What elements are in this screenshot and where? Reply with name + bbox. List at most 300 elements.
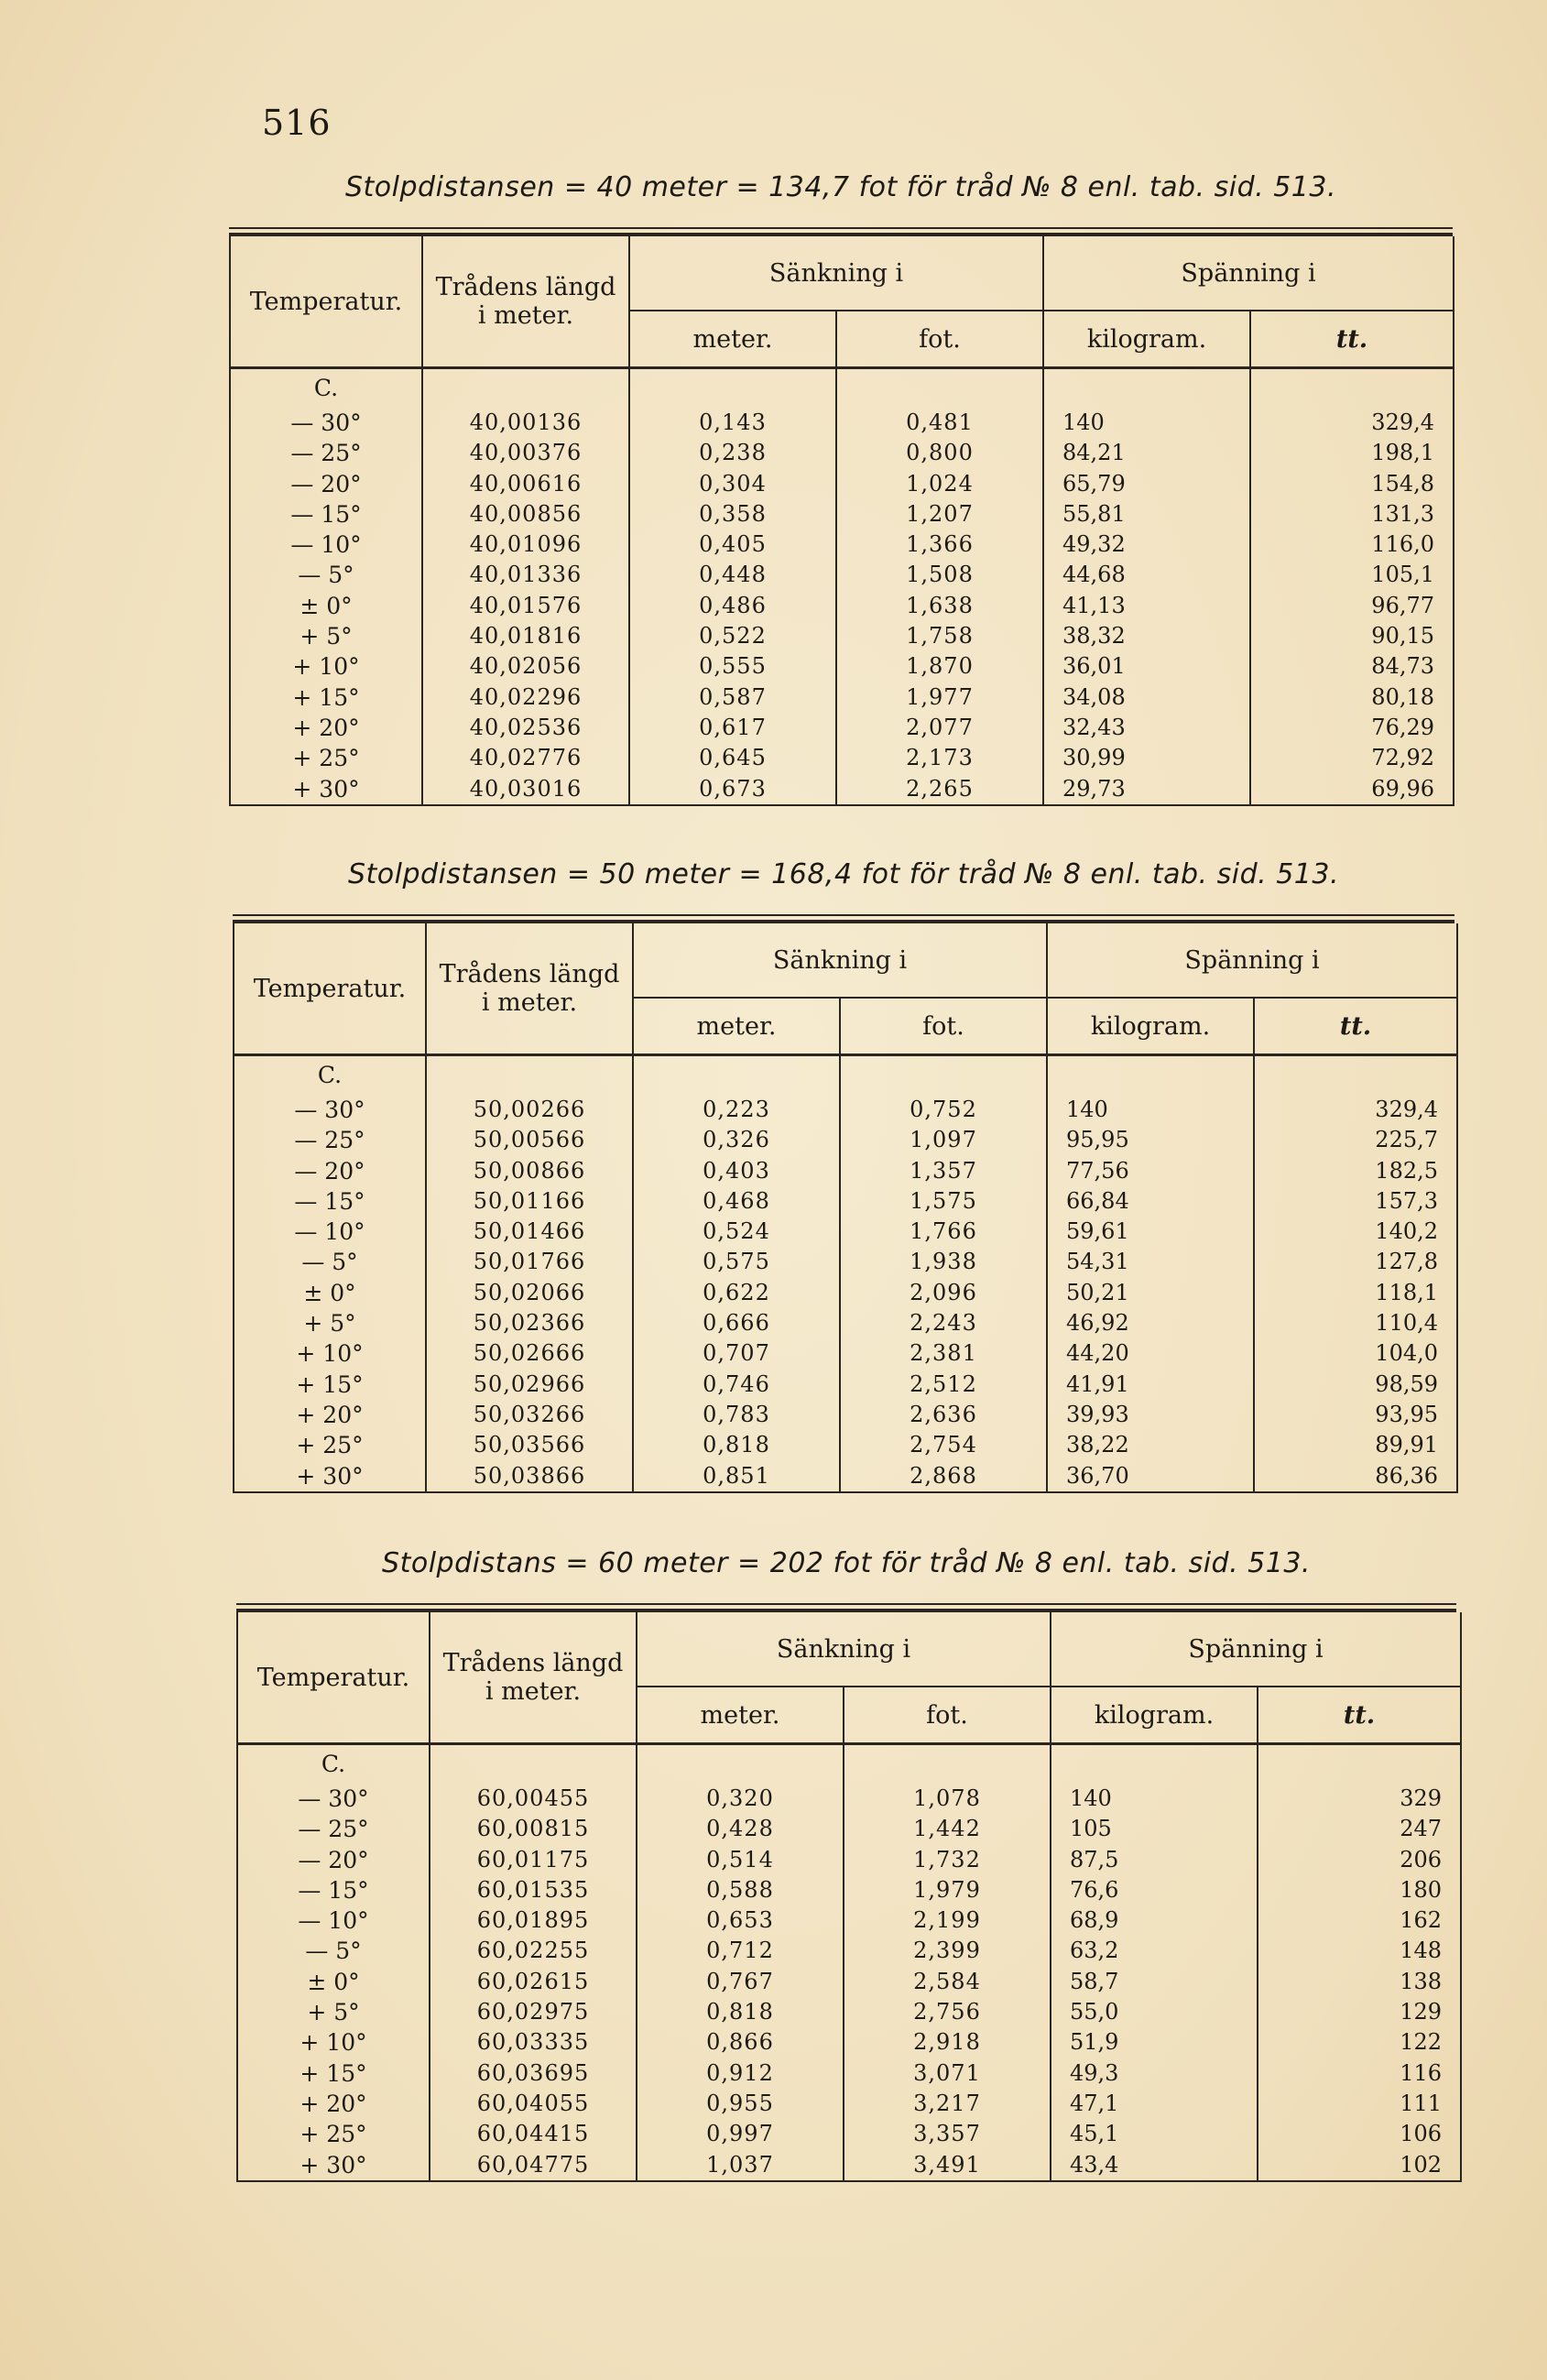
table-section-40m <box>229 165 1453 806</box>
rule-thin <box>236 1603 1456 1605</box>
cell-temperature: — 10° <box>237 1905 430 1936</box>
cell-wire-length: 40,00616 <box>422 469 629 499</box>
rule-thin <box>229 227 1453 229</box>
cell-temperature: — 10° <box>230 529 422 560</box>
cell-wire-length: 60,03335 <box>430 2027 637 2058</box>
empty-cell <box>840 1055 1047 1096</box>
tension-table <box>233 923 1458 1493</box>
unit-celsius: C. <box>230 368 422 409</box>
cell-temperature: + 30° <box>237 2150 430 2181</box>
cell-tension-lb: 111 <box>1258 2089 1461 2119</box>
cell-temperature: — 20° <box>234 1156 426 1186</box>
header-sag: Sänkning i <box>637 1612 1051 1687</box>
cell-sag-meter: 0,405 <box>629 529 836 560</box>
cell-tension-lb: 104,0 <box>1254 1338 1457 1369</box>
cell-temperature: + 25° <box>234 1430 426 1460</box>
table-row <box>234 1186 1457 1217</box>
empty-cell <box>1051 1744 1258 1785</box>
table-row <box>230 529 1454 560</box>
cell-tension-kg: 84,21 <box>1043 438 1250 468</box>
unit-row <box>234 1055 1457 1096</box>
header-wire-length-line2: i meter. <box>481 988 578 1017</box>
table-row <box>237 1967 1461 1997</box>
empty-cell <box>629 368 836 409</box>
cell-tension-lb: 116 <box>1258 2058 1461 2089</box>
cell-temperature: ± 0° <box>237 1967 430 1997</box>
cell-wire-length: 60,01535 <box>430 1875 637 1905</box>
cell-sag-meter: 0,997 <box>637 2119 844 2149</box>
cell-temperature: + 10° <box>237 2027 430 2058</box>
cell-wire-length: 60,02975 <box>430 1997 637 2027</box>
cell-sag-fot: 2,381 <box>840 1338 1047 1369</box>
empty-cell <box>637 1744 844 1785</box>
header-tension: Spänning i <box>1047 923 1457 998</box>
cell-sag-meter: 0,524 <box>633 1217 840 1247</box>
cell-sag-fot: 3,357 <box>844 2119 1051 2149</box>
cell-temperature: — 20° <box>230 469 422 499</box>
table-section-50m <box>233 852 1454 1493</box>
table-row <box>230 499 1454 529</box>
cell-tension-lb: 72,92 <box>1250 743 1454 773</box>
table-row <box>230 651 1454 682</box>
cell-tension-lb: 84,73 <box>1250 651 1454 682</box>
cell-sag-meter: 0,428 <box>637 1814 844 1844</box>
cell-wire-length: 60,00455 <box>430 1784 637 1814</box>
header-wire-length-line2: i meter. <box>485 1677 582 1706</box>
cell-wire-length: 60,02615 <box>430 1967 637 1997</box>
cell-temperature: — 5° <box>237 1936 430 1966</box>
cell-tension-kg: 49,3 <box>1051 2058 1258 2089</box>
cell-temperature: — 25° <box>237 1814 430 1844</box>
cell-sag-fot: 1,758 <box>836 621 1043 651</box>
cell-sag-fot: 1,366 <box>836 529 1043 560</box>
cell-sag-meter: 1,037 <box>637 2150 844 2181</box>
cell-sag-fot: 1,638 <box>836 591 1043 621</box>
cell-sag-fot: 1,870 <box>836 651 1043 682</box>
cell-tension-lb: 148 <box>1258 1936 1461 1966</box>
cell-wire-length: 50,00566 <box>426 1125 633 1155</box>
cell-temperature: — 30° <box>234 1095 426 1125</box>
cell-wire-length: 50,01166 <box>426 1186 633 1217</box>
cell-tension-lb: 180 <box>1258 1875 1461 1905</box>
cell-tension-kg: 38,32 <box>1043 621 1250 651</box>
cell-tension-kg: 44,20 <box>1047 1338 1254 1369</box>
cell-wire-length: 40,01816 <box>422 621 629 651</box>
table-row <box>234 1370 1457 1400</box>
cell-temperature: + 20° <box>230 713 422 743</box>
tension-table <box>236 1612 1462 2182</box>
table-caption: Stolpdistansen = 40 meter = 134,7 fot för tråd № 8 enl. tab. sid. 513. <box>344 171 1337 203</box>
cell-tension-kg: 140 <box>1043 408 1250 438</box>
cell-wire-length: 50,02966 <box>426 1370 633 1400</box>
empty-cell <box>1258 1744 1461 1785</box>
cell-sag-meter: 0,358 <box>629 499 836 529</box>
header-tension-kg: kilogram. <box>1051 1687 1258 1744</box>
cell-sag-fot: 3,491 <box>844 2150 1051 2181</box>
tension-table <box>229 236 1454 806</box>
table-row <box>234 1247 1457 1277</box>
header-wire-length <box>426 923 633 1055</box>
cell-tension-kg: 54,31 <box>1047 1247 1254 1277</box>
header-sag: Sänkning i <box>633 923 1047 998</box>
header-tension-lb: tt. <box>1250 311 1454 368</box>
cell-wire-length: 50,00266 <box>426 1095 633 1125</box>
cell-wire-length: 60,04775 <box>430 2150 637 2181</box>
cell-sag-fot: 1,979 <box>844 1875 1051 1905</box>
cell-tension-kg: 45,1 <box>1051 2119 1258 2149</box>
cell-sag-fot: 1,078 <box>844 1784 1051 1814</box>
empty-cell <box>844 1744 1051 1785</box>
cell-sag-fot: 0,752 <box>840 1095 1047 1125</box>
cell-temperature: + 25° <box>230 743 422 773</box>
cell-sag-fot: 1,097 <box>840 1125 1047 1155</box>
cell-tension-kg: 41,13 <box>1043 591 1250 621</box>
cell-tension-kg: 36,01 <box>1043 651 1250 682</box>
cell-sag-fot: 2,918 <box>844 2027 1051 2058</box>
cell-sag-meter: 0,514 <box>637 1845 844 1875</box>
header-sag-meter: meter. <box>637 1687 844 1744</box>
cell-temperature: — 15° <box>237 1875 430 1905</box>
table-row <box>237 1875 1461 1905</box>
cell-sag-meter: 0,555 <box>629 651 836 682</box>
cell-tension-kg: 55,0 <box>1051 1997 1258 2027</box>
cell-sag-fot: 2,512 <box>840 1370 1047 1400</box>
table-row <box>230 774 1454 805</box>
cell-tension-kg: 87,5 <box>1051 1845 1258 1875</box>
cell-sag-fot: 3,071 <box>844 2058 1051 2089</box>
header-wire-length-line2: i meter. <box>477 301 574 330</box>
cell-tension-lb: 105,1 <box>1250 560 1454 590</box>
cell-tension-lb: 247 <box>1258 1814 1461 1844</box>
cell-temperature: + 5° <box>230 621 422 651</box>
header-sag: Sänkning i <box>629 236 1043 311</box>
cell-sag-fot: 1,766 <box>840 1217 1047 1247</box>
cell-temperature: — 25° <box>234 1125 426 1155</box>
cell-tension-kg: 38,22 <box>1047 1430 1254 1460</box>
cell-wire-length: 40,01096 <box>422 529 629 560</box>
empty-cell <box>426 1055 633 1096</box>
cell-temperature: + 25° <box>237 2119 430 2149</box>
table-caption: Stolpdistans = 60 meter = 202 fot för tråd № 8 enl. tab. sid. 513. <box>382 1547 1311 1579</box>
cell-tension-kg: 77,56 <box>1047 1156 1254 1186</box>
cell-tension-kg: 51,9 <box>1051 2027 1258 2058</box>
cell-tension-kg: 65,79 <box>1043 469 1250 499</box>
table-row <box>237 1936 1461 1966</box>
cell-temperature: — 30° <box>237 1784 430 1814</box>
header-sag-meter: meter. <box>629 311 836 368</box>
rule-thin <box>233 914 1454 916</box>
table-row <box>237 1905 1461 1936</box>
table-row <box>230 438 1454 468</box>
cell-sag-fot: 1,732 <box>844 1845 1051 1875</box>
header-sag-meter: meter. <box>633 998 840 1055</box>
cell-sag-fot: 1,508 <box>836 560 1043 590</box>
cell-tension-kg: 41,91 <box>1047 1370 1254 1400</box>
cell-tension-lb: 116,0 <box>1250 529 1454 560</box>
cell-wire-length: 60,03695 <box>430 2058 637 2089</box>
cell-sag-meter: 0,486 <box>629 591 836 621</box>
unit-celsius: C. <box>234 1055 426 1096</box>
table-row <box>237 1845 1461 1875</box>
cell-tension-kg: 44,68 <box>1043 560 1250 590</box>
cell-sag-fot: 1,442 <box>844 1814 1051 1844</box>
cell-temperature: + 30° <box>230 774 422 805</box>
table-row <box>234 1095 1457 1125</box>
cell-sag-meter: 0,588 <box>637 1875 844 1905</box>
cell-tension-lb: 80,18 <box>1250 682 1454 713</box>
table-row <box>230 713 1454 743</box>
cell-temperature: ± 0° <box>230 591 422 621</box>
cell-tension-lb: 162 <box>1258 1905 1461 1936</box>
cell-tension-lb: 127,8 <box>1254 1247 1457 1277</box>
cell-sag-meter: 0,673 <box>629 774 836 805</box>
cell-sag-meter: 0,783 <box>633 1400 840 1430</box>
cell-sag-meter: 0,622 <box>633 1278 840 1308</box>
cell-tension-kg: 29,73 <box>1043 774 1250 805</box>
header-tension-kg: kilogram. <box>1047 998 1254 1055</box>
cell-tension-lb: 154,8 <box>1250 469 1454 499</box>
table-section-60m <box>236 1541 1456 2182</box>
table-row <box>230 408 1454 438</box>
cell-tension-lb: 182,5 <box>1254 1156 1457 1186</box>
cell-sag-fot: 1,207 <box>836 499 1043 529</box>
cell-wire-length: 40,02296 <box>422 682 629 713</box>
cell-temperature: — 5° <box>234 1247 426 1277</box>
cell-wire-length: 60,04055 <box>430 2089 637 2119</box>
empty-cell <box>1043 368 1250 409</box>
table-row <box>237 2058 1461 2089</box>
cell-tension-lb: 86,36 <box>1254 1461 1457 1492</box>
cell-temperature: — 25° <box>230 438 422 468</box>
cell-tension-lb: 93,95 <box>1254 1400 1457 1430</box>
cell-sag-fot: 2,096 <box>840 1278 1047 1308</box>
cell-tension-kg: 47,1 <box>1051 2089 1258 2119</box>
cell-tension-lb: 96,77 <box>1250 591 1454 621</box>
cell-tension-lb: 129 <box>1258 1997 1461 2027</box>
cell-sag-meter: 0,223 <box>633 1095 840 1125</box>
cell-tension-kg: 30,99 <box>1043 743 1250 773</box>
header-wire-length-line1: Trådens längd <box>442 1649 624 1677</box>
cell-sag-meter: 0,866 <box>637 2027 844 2058</box>
cell-wire-length: 40,01336 <box>422 560 629 590</box>
table-row <box>230 743 1454 773</box>
cell-sag-meter: 0,522 <box>629 621 836 651</box>
cell-sag-fot: 0,800 <box>836 438 1043 468</box>
cell-temperature: + 20° <box>234 1400 426 1430</box>
cell-temperature: ± 0° <box>234 1278 426 1308</box>
table-row <box>230 591 1454 621</box>
cell-temperature: + 5° <box>237 1997 430 2027</box>
empty-cell <box>1250 368 1454 409</box>
cell-sag-meter: 0,326 <box>633 1125 840 1155</box>
table-row <box>234 1278 1457 1308</box>
cell-wire-length: 50,03566 <box>426 1430 633 1460</box>
cell-sag-meter: 0,653 <box>637 1905 844 1936</box>
cell-wire-length: 50,01766 <box>426 1247 633 1277</box>
cell-temperature: + 10° <box>234 1338 426 1369</box>
table-caption: Stolpdistansen = 50 meter = 168,4 fot för tråd № 8 enl. tab. sid. 513. <box>347 858 1340 890</box>
empty-cell <box>633 1055 840 1096</box>
cell-sag-fot: 2,199 <box>844 1905 1051 1936</box>
cell-sag-fot: 2,636 <box>840 1400 1047 1430</box>
cell-tension-lb: 98,59 <box>1254 1370 1457 1400</box>
empty-cell <box>1254 1055 1457 1096</box>
cell-sag-meter: 0,955 <box>637 2089 844 2119</box>
cell-tension-kg: 140 <box>1051 1784 1258 1814</box>
cell-sag-fot: 2,173 <box>836 743 1043 773</box>
cell-sag-fot: 2,077 <box>836 713 1043 743</box>
cell-wire-length: 40,01576 <box>422 591 629 621</box>
table-row <box>237 1997 1461 2027</box>
cell-tension-lb: 89,91 <box>1254 1430 1457 1460</box>
table-row <box>234 1338 1457 1369</box>
cell-wire-length: 60,01175 <box>430 1845 637 1875</box>
cell-sag-meter: 0,587 <box>629 682 836 713</box>
cell-tension-kg: 76,6 <box>1051 1875 1258 1905</box>
header-sag-fot: fot. <box>836 311 1043 368</box>
cell-sag-fot: 0,481 <box>836 408 1043 438</box>
cell-sag-meter: 0,746 <box>633 1370 840 1400</box>
header-wire-length-line1: Trådens längd <box>435 273 616 301</box>
cell-tension-lb: 90,15 <box>1250 621 1454 651</box>
cell-tension-kg: 43,4 <box>1051 2150 1258 2181</box>
table-row <box>234 1156 1457 1186</box>
cell-wire-length: 40,00856 <box>422 499 629 529</box>
cell-sag-fot: 2,868 <box>840 1461 1047 1492</box>
table-row <box>230 621 1454 651</box>
cell-wire-length: 50,02366 <box>426 1308 633 1338</box>
cell-tension-lb: 157,3 <box>1254 1186 1457 1217</box>
cell-tension-lb: 131,3 <box>1250 499 1454 529</box>
cell-sag-meter: 0,818 <box>637 1997 844 2027</box>
cell-wire-length: 60,00815 <box>430 1814 637 1844</box>
cell-sag-fot: 3,217 <box>844 2089 1051 2119</box>
table-row <box>230 682 1454 713</box>
cell-wire-length: 40,03016 <box>422 774 629 805</box>
cell-wire-length: 50,03266 <box>426 1400 633 1430</box>
cell-sag-fot: 1,024 <box>836 469 1043 499</box>
cell-tension-lb: 329 <box>1258 1784 1461 1814</box>
cell-wire-length: 60,02255 <box>430 1936 637 1966</box>
cell-sag-fot: 2,265 <box>836 774 1043 805</box>
cell-temperature: + 15° <box>234 1370 426 1400</box>
cell-sag-meter: 0,645 <box>629 743 836 773</box>
unit-row <box>237 1744 1461 1785</box>
table-row <box>234 1430 1457 1460</box>
cell-temperature: — 20° <box>237 1845 430 1875</box>
cell-wire-length: 50,02066 <box>426 1278 633 1308</box>
cell-sag-fot: 2,756 <box>844 1997 1051 2027</box>
cell-tension-kg: 46,92 <box>1047 1308 1254 1338</box>
cell-tension-kg: 59,61 <box>1047 1217 1254 1247</box>
cell-wire-length: 50,03866 <box>426 1461 633 1492</box>
cell-sag-meter: 0,712 <box>637 1936 844 1966</box>
cell-sag-meter: 0,320 <box>637 1784 844 1814</box>
cell-wire-length: 40,02056 <box>422 651 629 682</box>
cell-temperature: + 30° <box>234 1461 426 1492</box>
header-wire-length <box>422 236 629 368</box>
cell-sag-meter: 0,912 <box>637 2058 844 2089</box>
table-row <box>237 2027 1461 2058</box>
cell-wire-length: 40,00376 <box>422 438 629 468</box>
header-temperature: Temperatur. <box>237 1612 430 1744</box>
cell-sag-meter: 0,851 <box>633 1461 840 1492</box>
unit-celsius: C. <box>237 1744 430 1785</box>
cell-tension-kg: 49,32 <box>1043 529 1250 560</box>
cell-sag-fot: 2,243 <box>840 1308 1047 1338</box>
cell-temperature: — 15° <box>234 1186 426 1217</box>
cell-sag-fot: 2,584 <box>844 1967 1051 1997</box>
cell-tension-lb: 329,4 <box>1250 408 1454 438</box>
cell-sag-fot: 1,575 <box>840 1186 1047 1217</box>
table-row <box>234 1217 1457 1247</box>
table-row <box>234 1461 1457 1492</box>
cell-temperature: — 10° <box>234 1217 426 1247</box>
cell-temperature: + 20° <box>237 2089 430 2119</box>
table-row <box>234 1400 1457 1430</box>
cell-temperature: + 5° <box>234 1308 426 1338</box>
cell-tension-kg: 50,21 <box>1047 1278 1254 1308</box>
cell-tension-kg: 32,43 <box>1043 713 1250 743</box>
cell-sag-meter: 0,575 <box>633 1247 840 1277</box>
empty-cell <box>430 1744 637 1785</box>
unit-row <box>230 368 1454 409</box>
cell-wire-length: 50,01466 <box>426 1217 633 1247</box>
cell-sag-meter: 0,448 <box>629 560 836 590</box>
cell-sag-meter: 0,403 <box>633 1156 840 1186</box>
empty-cell <box>836 368 1043 409</box>
cell-sag-meter: 0,818 <box>633 1430 840 1460</box>
cell-tension-lb: 118,1 <box>1254 1278 1457 1308</box>
cell-tension-kg: 66,84 <box>1047 1186 1254 1217</box>
cell-tension-kg: 58,7 <box>1051 1967 1258 1997</box>
cell-sag-meter: 0,767 <box>637 1967 844 1997</box>
cell-tension-lb: 138 <box>1258 1967 1461 1997</box>
cell-tension-lb: 206 <box>1258 1845 1461 1875</box>
cell-tension-kg: 68,9 <box>1051 1905 1258 1936</box>
cell-tension-lb: 102 <box>1258 2150 1461 2181</box>
table-row <box>237 2089 1461 2119</box>
cell-tension-lb: 76,29 <box>1250 713 1454 743</box>
header-tension: Spänning i <box>1043 236 1454 311</box>
cell-tension-kg: 105 <box>1051 1814 1258 1844</box>
cell-sag-meter: 0,468 <box>633 1186 840 1217</box>
cell-tension-lb: 110,4 <box>1254 1308 1457 1338</box>
cell-temperature: — 5° <box>230 560 422 590</box>
cell-tension-kg: 140 <box>1047 1095 1254 1125</box>
cell-tension-kg: 95,95 <box>1047 1125 1254 1155</box>
cell-sag-meter: 0,617 <box>629 713 836 743</box>
cell-wire-length: 60,01895 <box>430 1905 637 1936</box>
cell-tension-kg: 63,2 <box>1051 1936 1258 1966</box>
header-temperature: Temperatur. <box>230 236 422 368</box>
empty-cell <box>1047 1055 1254 1096</box>
cell-tension-kg: 39,93 <box>1047 1400 1254 1430</box>
cell-temperature: — 15° <box>230 499 422 529</box>
table-row <box>230 469 1454 499</box>
cell-temperature: — 30° <box>230 408 422 438</box>
cell-sag-fot: 1,977 <box>836 682 1043 713</box>
header-sag-fot: fot. <box>840 998 1047 1055</box>
cell-tension-lb: 198,1 <box>1250 438 1454 468</box>
cell-sag-fot: 2,754 <box>840 1430 1047 1460</box>
cell-wire-length: 50,00866 <box>426 1156 633 1186</box>
cell-wire-length: 40,02776 <box>422 743 629 773</box>
header-wire-length-line1: Trådens längd <box>439 960 620 988</box>
cell-tension-kg: 55,81 <box>1043 499 1250 529</box>
header-tension-kg: kilogram. <box>1043 311 1250 368</box>
table-row <box>237 2150 1461 2181</box>
